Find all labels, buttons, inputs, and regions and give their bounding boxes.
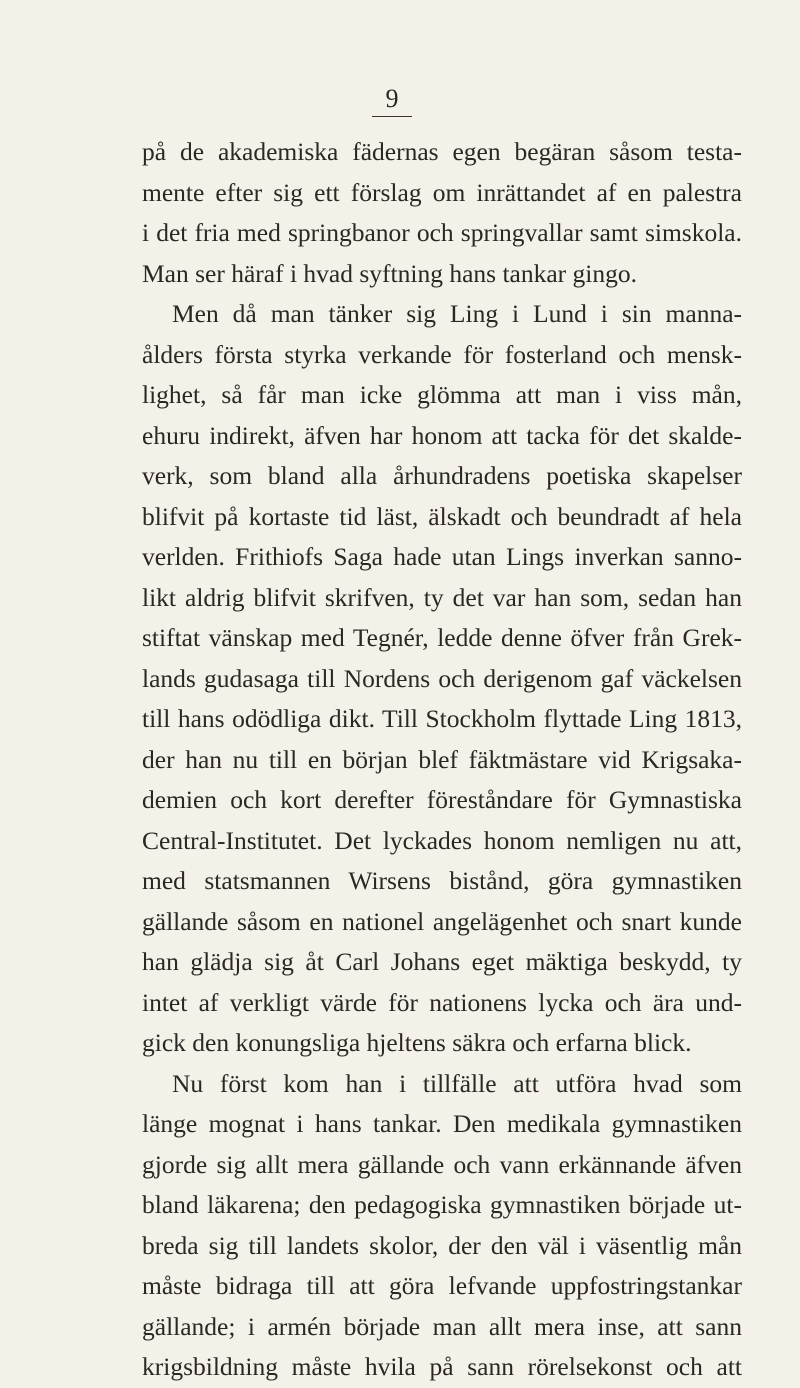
- text-line: måste bidraga till att göra lefvande uppfostringstankar: [142, 1271, 742, 1300]
- text-line: blifvit på kortaste tid läst, älskadt och beundradt af hela: [142, 501, 742, 531]
- text-line: länge mognat i hans tankar. Den medikala gymnastiken: [142, 1109, 742, 1138]
- text-line: han glädja sig åt Carl Johans eget mäktiga beskydd, ty: [142, 947, 742, 976]
- text-line: likt aldrig blifvit skrifven, ty det var han som, sedan han: [142, 582, 742, 612]
- page-number: 9: [372, 84, 412, 117]
- text-line: intet af verkligt värde för nationens lycka och ära und-: [142, 987, 742, 1017]
- text-line: lands gudasaga till Nordens och derigenom gaf väckelsen: [142, 663, 742, 693]
- text-line: Man ser häraf i hvad syftning hans tankar gingo.: [142, 258, 637, 288]
- text-line: gjorde sig allt mera gällande och vann erkännande äfven: [142, 1149, 742, 1179]
- text-line: Central-Institutet. Det lyckades honom nemligen nu att,: [142, 825, 742, 855]
- text-line: der han nu till en början blef fäktmästare vid Krigsaka-: [142, 744, 742, 774]
- text-line: ehuru indirekt, äfven har honom att tacka för det skalde-: [142, 420, 742, 450]
- body-text: [142, 132, 742, 1388]
- text-line: mente efter sig ett förslag om inrättandet af en palestra: [142, 177, 742, 207]
- text-line: Nu först kom han i tillfälle att utföra hvad som: [172, 1068, 742, 1098]
- text-line: Men då man tänker sig Ling i Lund i sin manna-: [172, 299, 742, 328]
- text-line: verk, som bland alla århundradens poetiska skapelser: [142, 461, 742, 490]
- text-line: krigsbildning måste hvila på sann rörelsekonst och att: [142, 1352, 742, 1381]
- text-line: med statsmannen Wirsens bistånd, göra gymnastiken: [142, 866, 742, 895]
- text-line: lighet, så får man icke glömma att man i viss mån,: [142, 380, 742, 409]
- text-line: på de akademiska fädernas egen begäran såsom testa-: [142, 137, 742, 166]
- text-line: verlden. Frithiofs Saga hade utan Lings inverkan sanno-: [142, 542, 742, 571]
- text-line: gällande; i armén började man allt mera inse, att sann: [142, 1311, 742, 1341]
- text-line: demien och kort derefter föreståndare för Gymnastiska: [142, 785, 742, 814]
- text-line: till hans odödliga dikt. Till Stockholm flyttade Ling 1813,: [142, 704, 742, 733]
- text-line: stiftat vänskap med Tegnér, ledde denne öfver från Grek-: [142, 623, 742, 652]
- text-line: bland läkarena; den pedagogiska gymnastiken började ut-: [142, 1190, 742, 1219]
- text-line: breda sig till landets skolor, der den väl i väsentlig mån: [142, 1230, 742, 1260]
- text-line: i det fria med springbanor och springvallar samt simskola.: [142, 218, 742, 247]
- text-line: gick den konungsliga hjeltens säkra och erfarna blick.: [142, 1028, 692, 1057]
- text-line: ålders första styrka verkande för fosterland och mensk-: [142, 339, 742, 369]
- text-line: gällande såsom en nationel angelägenhet och snart kunde: [142, 906, 742, 936]
